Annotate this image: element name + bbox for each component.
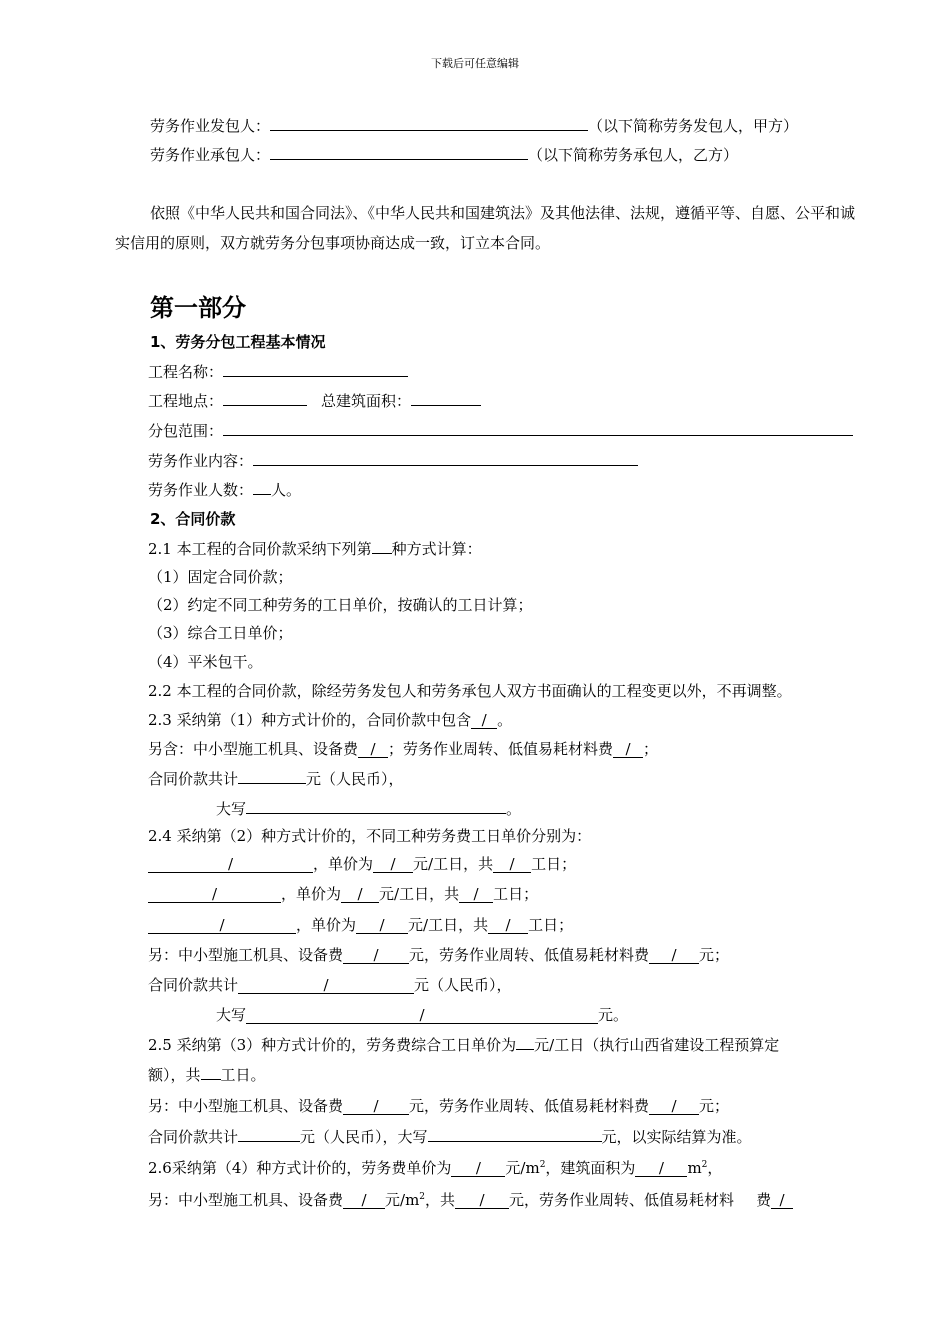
unit-price-blank[interactable]: / bbox=[356, 918, 408, 934]
subcontractor-note: （以下简称劳务承包人，乙方） bbox=[528, 146, 739, 164]
contractor-label: 劳务作业发包人： bbox=[150, 117, 271, 135]
text: 合同价款共计 bbox=[148, 1128, 239, 1146]
text: 大写 bbox=[216, 1006, 247, 1024]
text: 元/工日，共 bbox=[379, 885, 460, 903]
project-location-blank[interactable] bbox=[223, 390, 307, 406]
days-blank[interactable] bbox=[201, 1064, 221, 1080]
total-area-label: 总建筑面积： bbox=[321, 392, 412, 410]
days-blank[interactable]: / bbox=[459, 887, 493, 903]
text: ，建筑面积为 bbox=[545, 1159, 636, 1177]
text: 另含：中小型施工机具、设备费 bbox=[148, 740, 359, 758]
method-blank[interactable] bbox=[372, 538, 392, 554]
text: 元，以实际结算为准。 bbox=[601, 1128, 752, 1146]
trade-name-blank[interactable]: / bbox=[148, 918, 296, 934]
text: 合同价款共计 bbox=[148, 770, 239, 788]
text: ；劳务作业周转、低值易耗材料费 bbox=[388, 740, 614, 758]
line-2-2: 2.2 本工程的合同价款，除经劳务发包人和劳务承包人双方书面确认的工程变更以外，不再调整。 bbox=[148, 682, 792, 700]
text: 额），共 bbox=[148, 1066, 201, 1084]
text: 元（人民币）， bbox=[414, 976, 512, 994]
content-label: 劳务作业内容： bbox=[148, 452, 254, 470]
option-2: （2）约定不同工种劳务的工日单价，按确认的工日计算； bbox=[148, 596, 533, 614]
trade-name-blank[interactable]: / bbox=[148, 857, 313, 873]
text: 元/m bbox=[505, 1159, 540, 1177]
text: 另：中小型施工机具、设备费 bbox=[148, 946, 344, 964]
equipment-fee-blank[interactable]: / bbox=[343, 1099, 409, 1115]
daxie-line-1 bbox=[216, 798, 521, 819]
line-2-6-extra bbox=[148, 1187, 793, 1210]
text: 元； bbox=[699, 1097, 730, 1115]
project-location-line bbox=[148, 390, 481, 411]
text: 大写 bbox=[216, 800, 247, 818]
project-name-line bbox=[148, 361, 408, 382]
line-2-5 bbox=[148, 1034, 779, 1055]
text: 。 bbox=[497, 711, 513, 729]
total-line-3 bbox=[148, 1126, 752, 1147]
contractor-blank[interactable] bbox=[270, 115, 588, 131]
total-blank[interactable] bbox=[238, 768, 306, 784]
text: ，单价为 bbox=[313, 855, 374, 873]
text: 2.6采纳第（4）种方式计价的，劳务费单价为 bbox=[148, 1159, 452, 1177]
daxie-blank[interactable]: / bbox=[246, 1008, 598, 1024]
text: 工日； bbox=[528, 916, 574, 934]
text: 费 bbox=[756, 1191, 772, 1209]
days-blank[interactable]: / bbox=[488, 918, 528, 934]
superscript: 2 bbox=[539, 1160, 546, 1170]
material-fee-blank[interactable]: / bbox=[649, 1099, 699, 1115]
subcontractor-blank[interactable] bbox=[270, 144, 528, 160]
text: ，共 bbox=[425, 1191, 456, 1209]
text: 元（人民币），大写 bbox=[300, 1128, 428, 1146]
section2-heading: 2、合同价款 bbox=[150, 510, 236, 528]
text: 工日； bbox=[493, 885, 539, 903]
text: ，单价为 bbox=[296, 916, 357, 934]
text: 种方式计算： bbox=[391, 540, 482, 558]
page-header: 下载后可任意编辑 bbox=[431, 57, 519, 70]
option-3: （3）综合工日单价； bbox=[148, 624, 293, 642]
scope-line bbox=[148, 420, 853, 441]
line-2-3 bbox=[148, 710, 512, 730]
text: 2.1 本工程的合同价款采纳下列第 bbox=[148, 540, 372, 558]
total-blank[interactable]: / bbox=[238, 978, 414, 994]
text: m bbox=[687, 1159, 702, 1177]
superscript: 2 bbox=[419, 1192, 426, 1202]
project-location-label: 工程地点： bbox=[148, 392, 224, 410]
subcontractor-label: 劳务作业承包人： bbox=[150, 146, 271, 164]
content-line bbox=[148, 450, 638, 471]
superscript: 2 bbox=[701, 1160, 708, 1170]
trade-name-blank[interactable]: / bbox=[148, 887, 281, 903]
text: 另：中小型施工机具、设备费 bbox=[148, 1097, 344, 1115]
total-blank[interactable] bbox=[238, 1126, 300, 1142]
trade-line-3 bbox=[148, 915, 573, 935]
text: 元，劳务作业周转、低值易耗材料费 bbox=[409, 1097, 650, 1115]
line-2-5-cont bbox=[148, 1064, 266, 1085]
area-blank[interactable]: / bbox=[635, 1161, 687, 1177]
material-fee-blank[interactable]: / bbox=[613, 742, 643, 758]
text: 元。 bbox=[598, 1006, 629, 1024]
text: ，单价为 bbox=[281, 885, 342, 903]
line-2-5-extra bbox=[148, 1096, 729, 1116]
line-2-4: 2.4 采纳第（2）种方式计价的，不同工种劳务费工日单价分别为： bbox=[148, 827, 592, 845]
total-line-2 bbox=[148, 975, 512, 995]
sqm-price-blank[interactable]: / bbox=[451, 1161, 505, 1177]
part-title: 第一部分 bbox=[150, 294, 246, 322]
text: 2.5 采纳第（3）种方式计价的，劳务费综合工日单价为 bbox=[148, 1036, 517, 1054]
text: ， bbox=[707, 1159, 723, 1177]
text: 元； bbox=[699, 946, 730, 964]
option-4: （4）平米包干。 bbox=[148, 653, 263, 671]
unit-price-blank[interactable]: / bbox=[341, 887, 379, 903]
daxie-blank[interactable] bbox=[428, 1126, 602, 1142]
contractor-note: （以下简称劳务发包人，甲方） bbox=[588, 117, 799, 135]
trade-line-1 bbox=[148, 854, 576, 874]
text: 元，劳务作业周转、低值易耗材料 bbox=[509, 1191, 735, 1209]
total-line-1 bbox=[148, 768, 404, 789]
content-blank[interactable] bbox=[253, 450, 638, 466]
workers-label: 劳务作业人数： bbox=[148, 481, 254, 499]
scope-blank[interactable] bbox=[223, 420, 853, 436]
line-2-1 bbox=[148, 538, 482, 559]
equipment-fee-blank[interactable]: / bbox=[343, 948, 409, 964]
days-blank[interactable]: / bbox=[493, 857, 531, 873]
line-2-4-extra bbox=[148, 945, 729, 965]
included-blank[interactable]: / bbox=[471, 713, 497, 729]
text: 元/m bbox=[385, 1191, 420, 1209]
text: 工日； bbox=[531, 855, 577, 873]
option-1: （1）固定合同价款； bbox=[148, 568, 293, 586]
subcontractor-line bbox=[150, 144, 738, 165]
text: 。 bbox=[506, 800, 522, 818]
text: 元/工日，共 bbox=[408, 916, 489, 934]
trade-line-2 bbox=[148, 884, 538, 904]
text: ； bbox=[643, 740, 659, 758]
scope-label: 分包范围： bbox=[148, 422, 224, 440]
text: 2.3 采纳第（1）种方式计价的，合同价款中包含 bbox=[148, 711, 472, 729]
material-fee-blank[interactable]: / bbox=[771, 1193, 793, 1209]
daxie-line-2 bbox=[216, 1005, 628, 1025]
total-blank[interactable]: / bbox=[455, 1193, 509, 1209]
intro-paragraph: 依照《中华人民共和国合同法》、《中华人民共和国建筑法》及其他法律、法规，遵循平等、自愿、公平和诚实信用的原则，双方就劳务分包事项协商达成一致，订立本合同。 bbox=[115, 204, 856, 252]
unit-price-blank[interactable]: / bbox=[373, 857, 413, 873]
text: 工日。 bbox=[220, 1066, 266, 1084]
line-2-6 bbox=[148, 1155, 722, 1178]
contractor-line bbox=[150, 115, 798, 136]
equipment-fee-blank[interactable]: / bbox=[358, 742, 388, 758]
project-name-label: 工程名称： bbox=[148, 363, 224, 381]
text: 元/工日（执行山西省建设工程预算定 bbox=[534, 1036, 780, 1054]
section1-heading: 1、劳务分包工程基本情况 bbox=[150, 333, 326, 351]
text: 元（人民币）， bbox=[306, 770, 404, 788]
workers-unit: 人。 bbox=[271, 481, 302, 499]
text: 合同价款共计 bbox=[148, 976, 239, 994]
text: 另：中小型施工机具、设备费 bbox=[148, 1191, 344, 1209]
project-name-blank[interactable] bbox=[223, 361, 408, 377]
daily-rate-blank[interactable] bbox=[516, 1034, 534, 1050]
equipment-fee-blank[interactable]: / bbox=[343, 1193, 385, 1209]
line-2-3-extra bbox=[148, 739, 658, 759]
workers-blank[interactable] bbox=[253, 479, 271, 495]
text: 元/工日，共 bbox=[413, 855, 494, 873]
text: 元，劳务作业周转、低值易耗材料费 bbox=[409, 946, 650, 964]
daxie-blank[interactable] bbox=[246, 798, 506, 814]
total-area-blank[interactable] bbox=[411, 390, 481, 406]
material-fee-blank[interactable]: / bbox=[649, 948, 699, 964]
workers-line bbox=[148, 479, 301, 500]
